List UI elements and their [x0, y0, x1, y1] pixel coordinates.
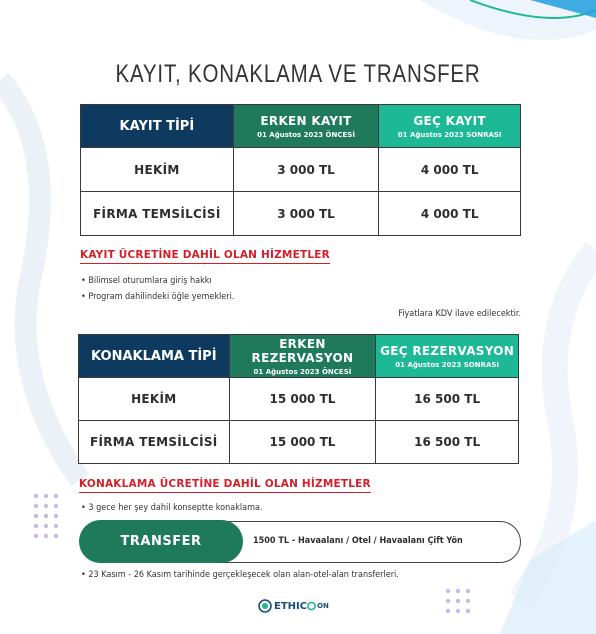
- accommodation-services-heading: KONAKLAMA ÜCRETİNE DAHİL OLAN HİZMETLER: [79, 478, 371, 493]
- early-price: 3 000 TL: [233, 148, 379, 192]
- decorative-dots-left: [32, 492, 72, 552]
- transfer-description: 1500 TL - Havaalanı / Otel / Havaalanı Çift Yön: [253, 536, 463, 546]
- row-type-label: HEKİM: [81, 148, 234, 192]
- row-type-label: HEKİM: [79, 378, 230, 421]
- late-registration-header: GEÇ KAYIT 01 Ağustos 2023 SONRASI: [379, 105, 521, 148]
- page-title: KAYIT, KONAKLAMA VE TRANSFER: [115, 60, 481, 88]
- vat-note: Fiyatlara KDV ilave edilecektir.: [398, 309, 521, 319]
- table-row: [81, 192, 521, 236]
- ethicon-logo: [258, 599, 329, 613]
- transfer-box: [80, 521, 521, 563]
- early-price: 15 000 TL: [229, 421, 376, 464]
- logo-mark-icon: [258, 599, 272, 613]
- row-type-label: FİRMA TEMSİLCİSİ: [81, 192, 234, 236]
- logo-o-icon: [307, 601, 316, 611]
- table-row: [79, 421, 519, 464]
- accommodation-price-table: [78, 334, 519, 464]
- late-price: 16 500 TL: [376, 378, 519, 421]
- late-price: 4 000 TL: [379, 192, 521, 236]
- table-row: [81, 148, 521, 192]
- registration-services-heading: KAYIT ÜCRETİNE DAHİL OLAN HİZMETLER: [80, 249, 330, 264]
- late-reservation-header: GEÇ REZERVASYON 01 Ağustos 2023 SONRASI: [376, 335, 519, 378]
- decorative-dots-right: [444, 587, 484, 627]
- list-item: • Program dahilindeki öğle yemekleri.: [81, 292, 235, 302]
- logo-text-left: ETHIC: [274, 600, 308, 612]
- registration-type-header: KAYIT TİPİ: [81, 105, 234, 148]
- row-type-label: FİRMA TEMSİLCİSİ: [79, 421, 230, 464]
- accommodation-type-header: KONAKLAMA TİPİ: [79, 335, 230, 378]
- late-price: 16 500 TL: [376, 421, 519, 464]
- table-row: [79, 378, 519, 421]
- early-reservation-header: ERKEN REZERVASYON 01 Ağustos 2023 ÖNCESİ: [229, 335, 376, 378]
- registration-price-table: [80, 104, 521, 236]
- list-item: • Bilimsel oturumlara giriş hakkı: [81, 276, 212, 286]
- early-registration-header: ERKEN KAYIT 01 Ağustos 2023 ÖNCESİ: [233, 105, 379, 148]
- list-item: • 3 gece her şey dahil konseptte konaklama.: [81, 503, 263, 513]
- logo-text-right: ON: [317, 602, 329, 610]
- transfer-note: • 23 Kasım - 26 Kasım tarihinde gerçekleşecek olan alan-otel-alan transferleri.: [81, 570, 399, 580]
- early-price: 3 000 TL: [233, 192, 379, 236]
- early-price: 15 000 TL: [229, 378, 376, 421]
- late-price: 4 000 TL: [379, 148, 521, 192]
- transfer-label: TRANSFER: [79, 520, 243, 563]
